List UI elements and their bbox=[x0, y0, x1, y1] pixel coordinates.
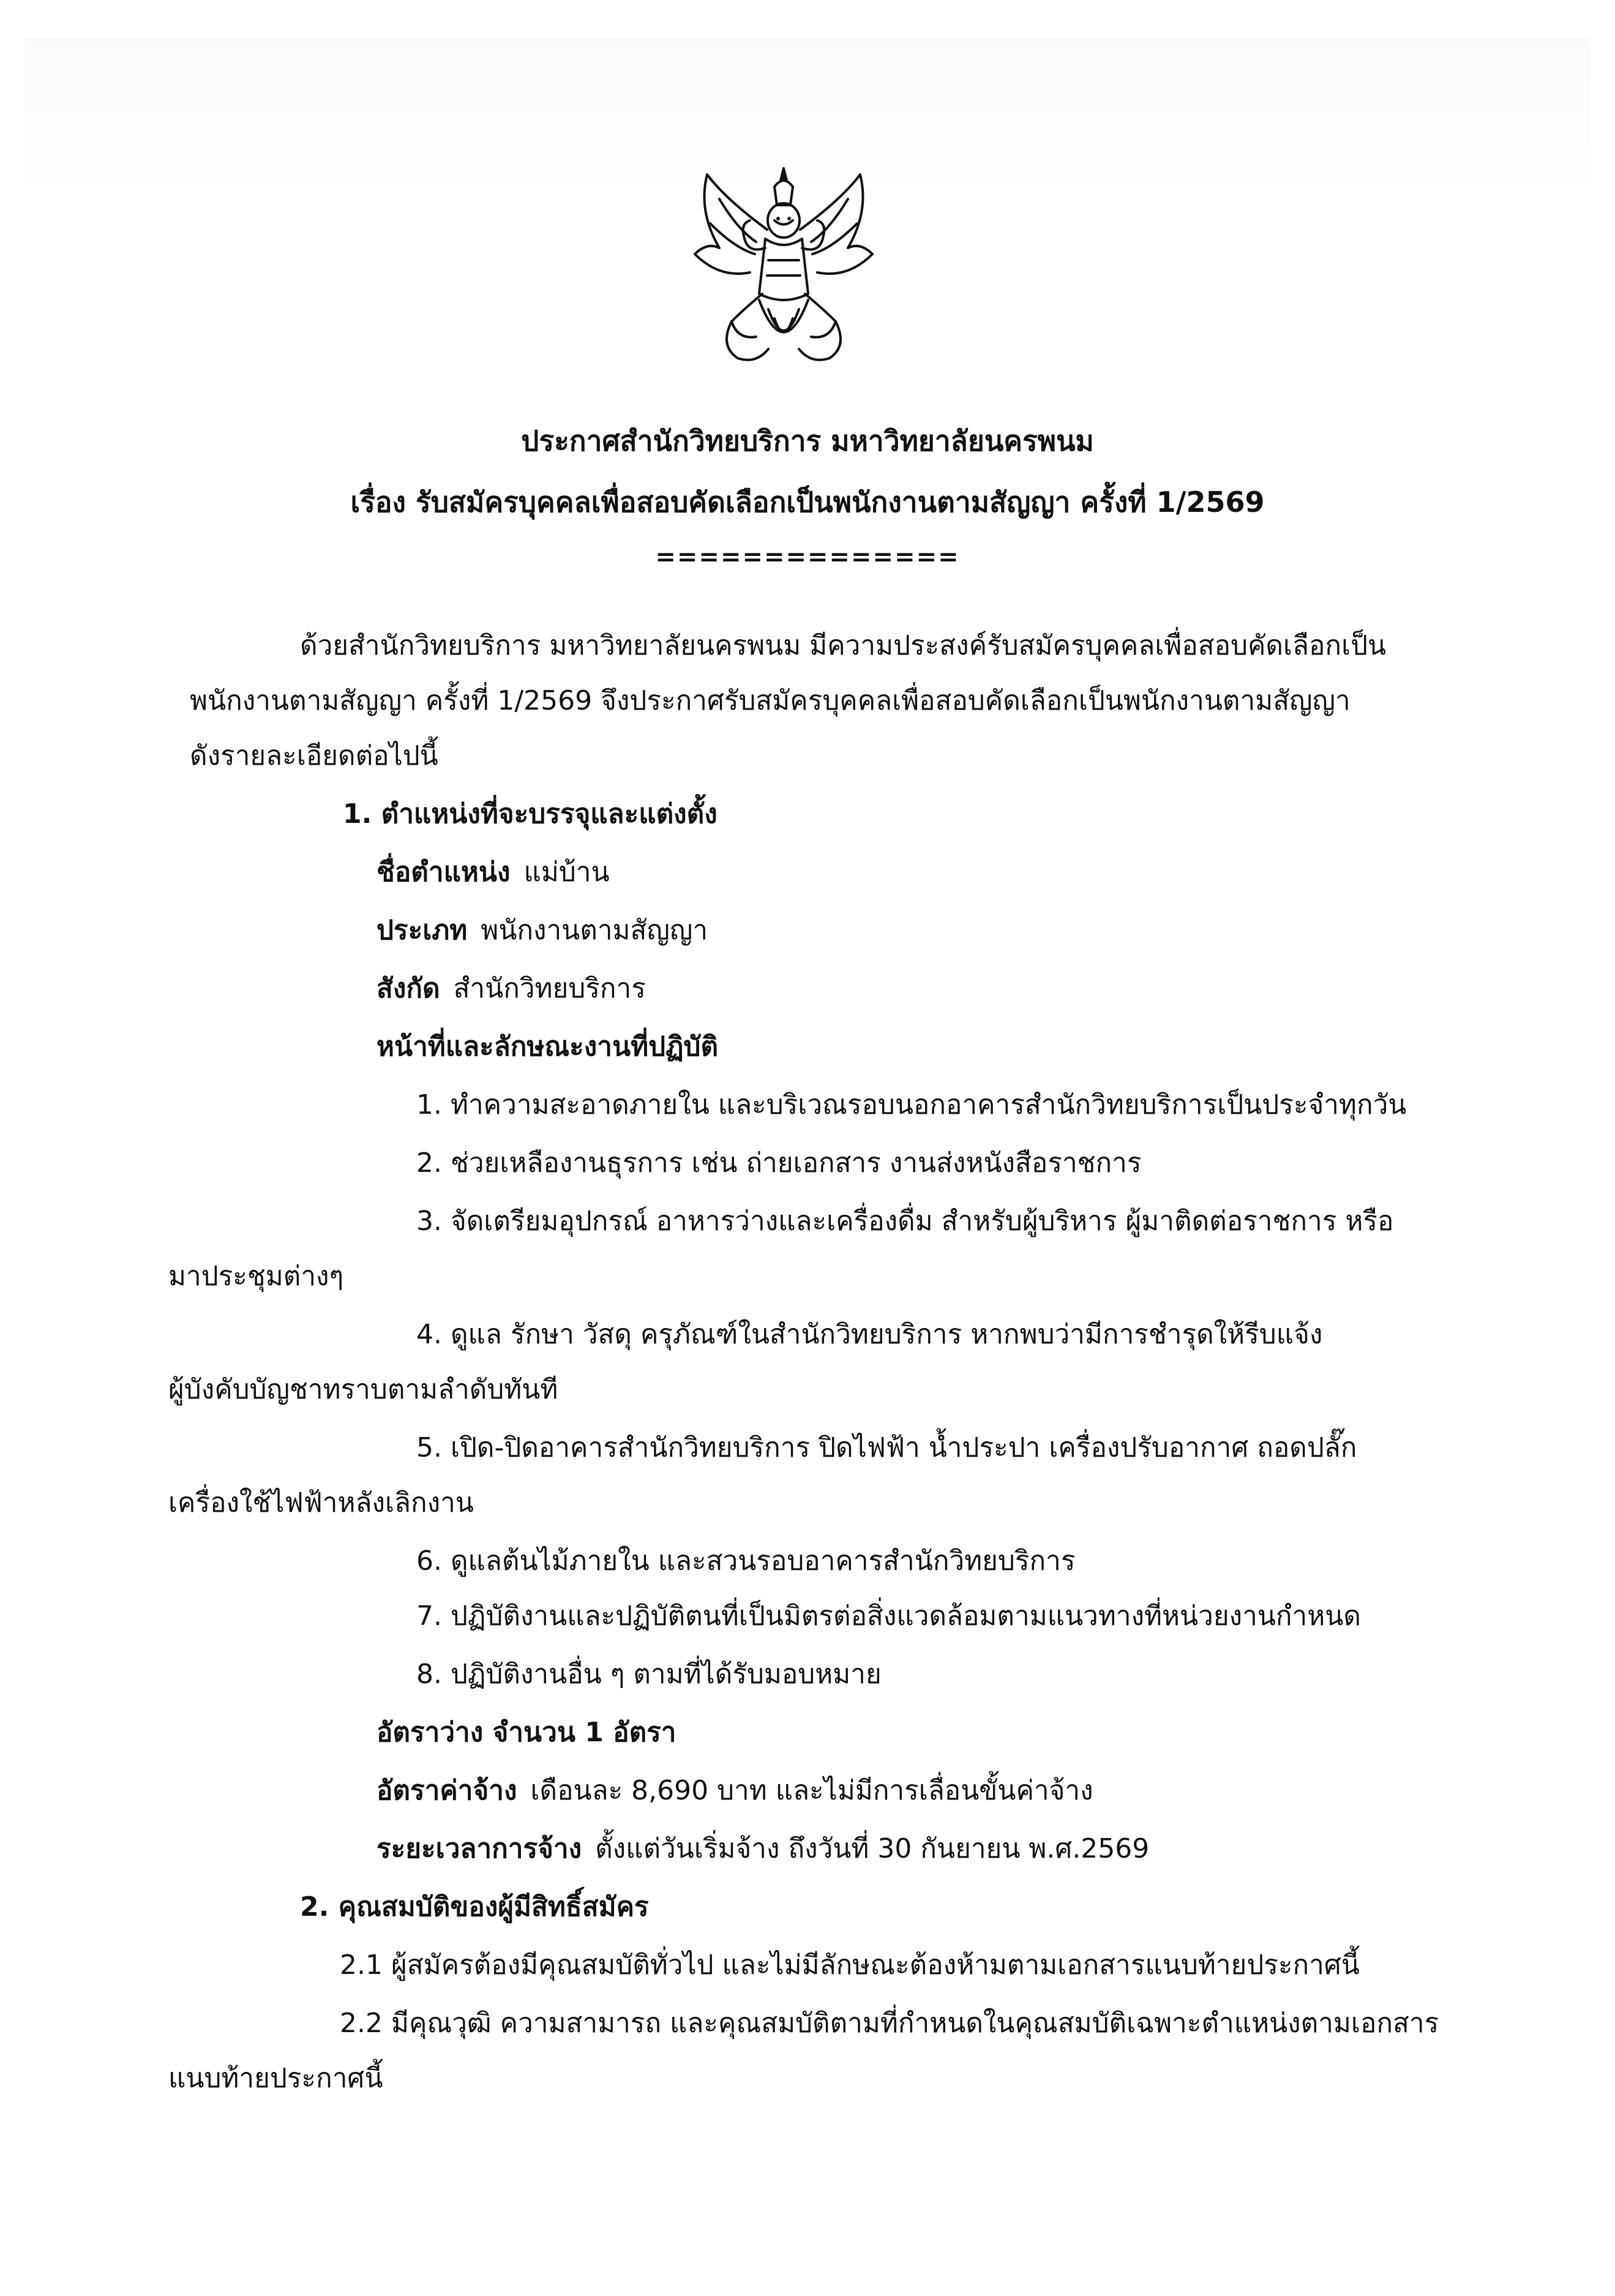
period-value: ตั้งแต่วันเริ่มจ้าง ถึงวันที่ 30 กันยายน พ.ศ.2569 bbox=[595, 1833, 1150, 1864]
type-label: ประเภท bbox=[377, 915, 468, 946]
position-row bbox=[377, 854, 610, 891]
affiliation-value: สำนักวิทยบริการ bbox=[453, 973, 646, 1004]
section2-heading: 2. คุณสมบัติของผู้มีสิทธิ์สมัคร bbox=[300, 1891, 649, 1923]
qualification-item: 2.2 มีคุณวุฒิ ความสามารถ และคุณสมบัติตามที่กำหนดในคุณสมบัติเฉพาะตำแหน่งตามเอกสาร bbox=[340, 2008, 1439, 2039]
duties-heading: หน้าที่และลักษณะงานที่ปฏิบัติ bbox=[377, 1031, 719, 1062]
qualification-item-continued: แนบท้ายประกาศนี้ bbox=[168, 2063, 383, 2094]
period-row bbox=[377, 1831, 1149, 1867]
type-value: พนักงานตามสัญญา bbox=[481, 915, 708, 946]
garuda-emblem-icon bbox=[683, 162, 885, 370]
qualification-item: 2.1 ผู้สมัครต้องมีคุณสมบัติทั่วไป และไม่มีลักษณะต้องห้ามตามเอกสารแนบท้ายประกาศนี้ bbox=[340, 1949, 1360, 1981]
intro-line-2: พนักงานตามสัญญา ครั้งที่ 1/2569 จึงประกาศรับสมัครบุคคลเพื่อสอบคัดเลือกเป็นพนักงานตามสัญญา bbox=[190, 685, 1351, 716]
period-label: ระยะเวลาการจ้าง bbox=[377, 1833, 582, 1864]
position-label: ชื่อตำแหน่ง bbox=[377, 857, 511, 888]
section1-heading: 1. ตำแหน่งที่จะบรรจุและแต่งตั้ง bbox=[343, 798, 718, 830]
intro-line-3: ดังรายละเอียดต่อไปนี้ bbox=[190, 740, 438, 771]
affiliation-label: สังกัด bbox=[377, 973, 440, 1004]
duty-item: 1. ทำความสะอาดภายใน และบริเวณรอบนอกอาคารสำนักวิทยบริการเป็นประจำทุกวัน bbox=[416, 1089, 1407, 1120]
duty-item: 2. ช่วยเหลืองานธุรการ เช่น ถ่ายเอกสาร งานส่งหนังสือราชการ bbox=[416, 1147, 1142, 1179]
type-row bbox=[377, 912, 708, 949]
duty-item: 6. ดูแลต้นไม้ภายใน และสวนรอบอาคารสำนักวิทยบริการ bbox=[416, 1545, 1076, 1577]
vacancy-text: อัตราว่าง จำนวน 1 อัตรา bbox=[377, 1717, 676, 1748]
duty-item-continued: เครื่องใช้ไฟฟ้าหลังเลิกงาน bbox=[168, 1487, 474, 1518]
affiliation-row bbox=[377, 970, 646, 1007]
announcement-subject: เรื่อง รับสมัครบุคคลเพื่อสอบคัดเลือกเป็นพนักงานตามสัญญา ครั้งที่ 1/2569 bbox=[350, 486, 1265, 519]
position-value: แม่บ้าน bbox=[523, 857, 610, 888]
duty-item: 8. ปฏิบัติงานอื่น ๆ ตามที่ได้รับมอบหมาย bbox=[416, 1659, 882, 1690]
announcement-title: ประกาศสำนักวิทยบริการ มหาวิทยาลัยนครพนม bbox=[521, 424, 1094, 457]
wage-row bbox=[377, 1773, 1093, 1809]
duty-item-continued: ผู้บังคับบัญชาทราบตามลำดับทันที bbox=[168, 1374, 558, 1405]
duty-item-continued: มาประชุมต่างๆ bbox=[168, 1261, 344, 1292]
duty-item: 5. เปิด-ปิดอาคารสำนักวิทยบริการ ปิดไฟฟ้า น้ำประปา เครื่องปรับอากาศ ถอดปลั๊ก bbox=[416, 1432, 1357, 1463]
duty-item: 3. จัดเตรียมอุปกรณ์ อาหารว่างและเครื่องดื่ม สำหรับผู้บริหาร ผู้มาติดต่อราชการ หรือ bbox=[416, 1206, 1394, 1237]
duty-item: 4. ดูแล รักษา วัสดุ ครุภัณฑ์ในสำนักวิทยบริการ หากพบว่ามีการชำรุดให้รีบแจ้ง bbox=[416, 1319, 1323, 1350]
title-separator: ============== bbox=[655, 543, 960, 571]
intro-line-1: ด้วยสำนักวิทยบริการ มหาวิทยาลัยนครพนม มีความประสงค์รับสมัครบุคคลเพื่อสอบคัดเลือกเป็น bbox=[300, 630, 1387, 661]
duty-item: 7. ปฏิบัติงานและปฏิบัติตนที่เป็นมิตรต่อสิ่งแวดล้อมตามแนวทางที่หน่วยงานกำหนด bbox=[416, 1600, 1361, 1632]
wage-label: อัตราค่าจ้าง bbox=[377, 1775, 517, 1806]
wage-value: เดือนละ 8,690 บาท และไม่มีการเลื่อนขั้นค่าจ้าง bbox=[530, 1775, 1093, 1806]
